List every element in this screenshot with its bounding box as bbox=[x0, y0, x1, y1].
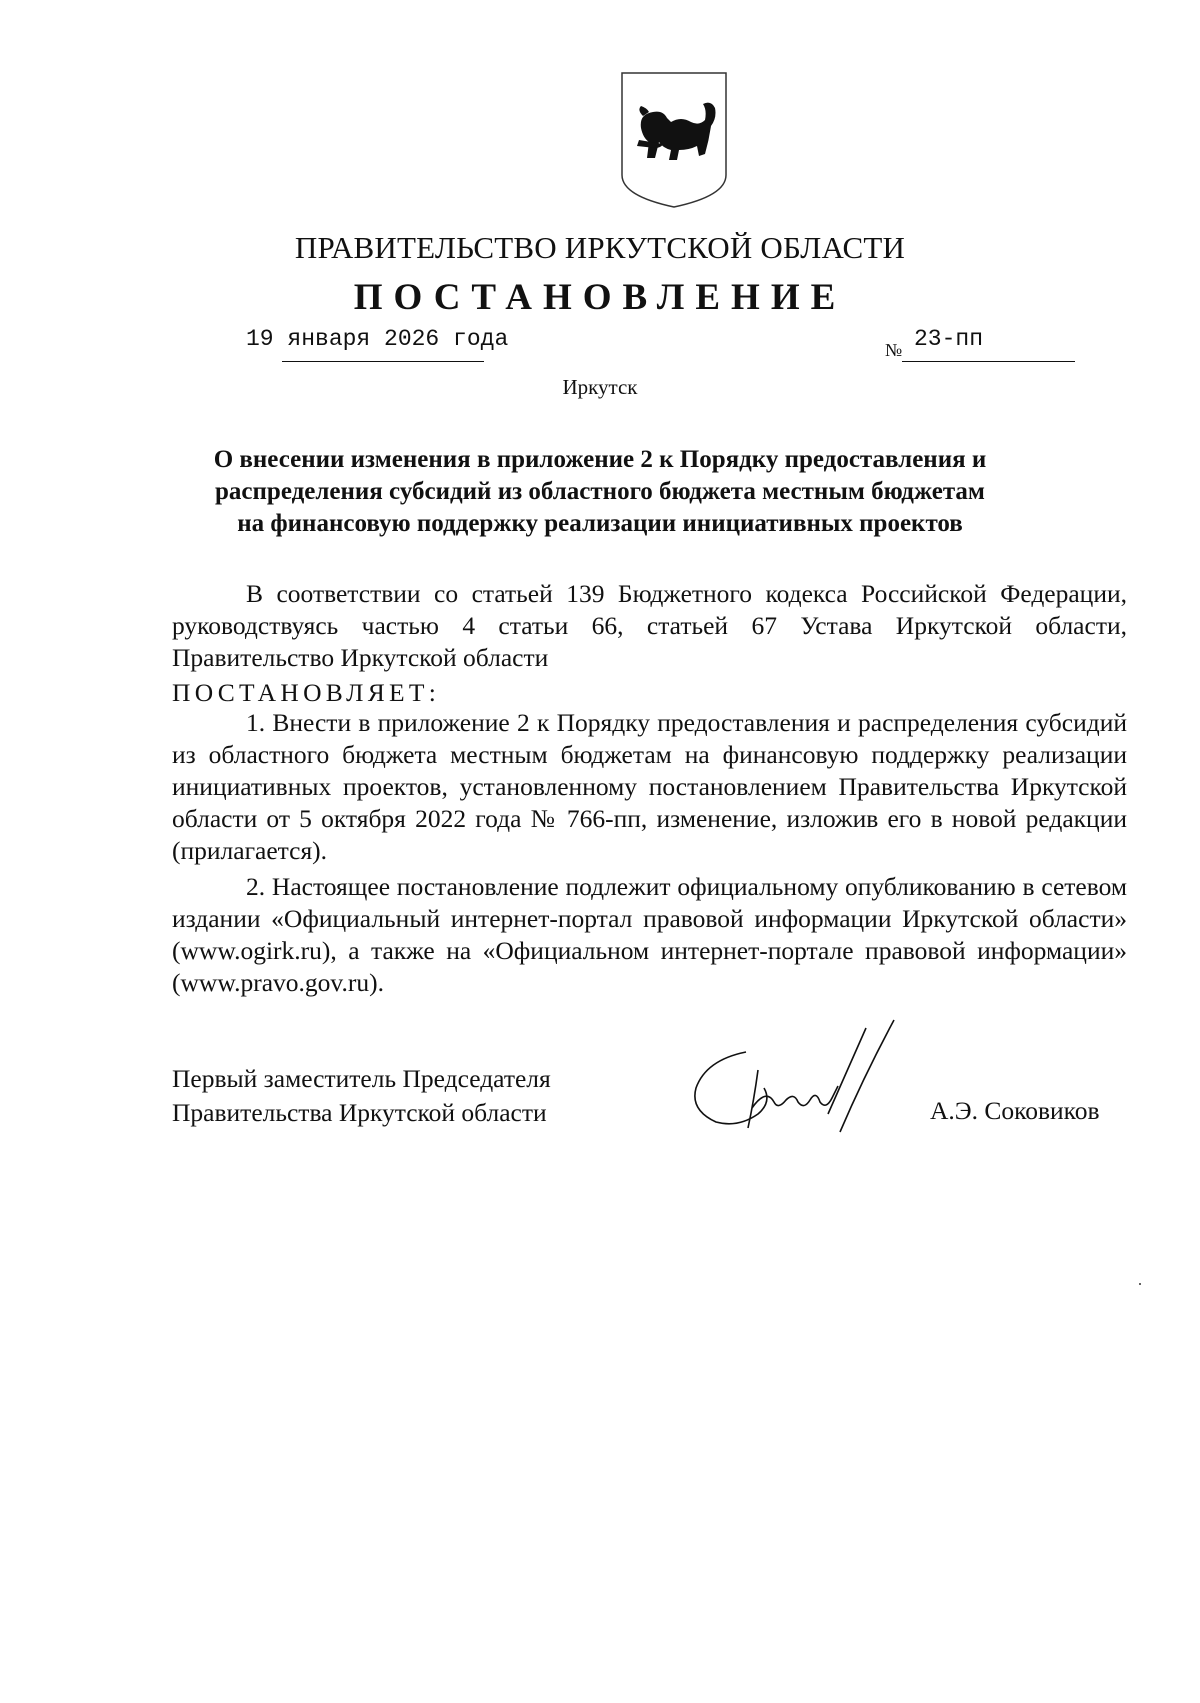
signer-position-line-1: Первый заместитель Председателя bbox=[172, 1064, 551, 1093]
document-number: 23-пп bbox=[914, 326, 984, 352]
resolution-item-2: 2. Настоящее постановление подлежит официальному опубликованию в сетевом издании «Официальный интернет-портал правовой информации Иркутской области» (www.ogirk.ru), а также на «Официальном интернет-портале правовой информации» (www.pravo.gov.ru). bbox=[172, 872, 1127, 997]
date-underline bbox=[282, 361, 484, 362]
document-date: 19 января 2026 года bbox=[246, 326, 509, 352]
resolves-heading: ПОСТАНОВЛЯЕТ: bbox=[172, 678, 441, 707]
signer-name: А.Э. Соковиков bbox=[930, 1096, 1100, 1125]
basis-paragraph: В соответствии со статьей 139 Бюджетного кодекса Российской Федерации, руководствуясь частью 4 статьи 66, статьей 67 Устава Иркутской области, Правительство Иркутской области bbox=[172, 579, 1127, 672]
document-type: ПОСТАНОВЛЕНИЕ bbox=[353, 277, 847, 318]
signer-position bbox=[172, 1062, 551, 1130]
coat-of-arms-icon bbox=[619, 70, 729, 210]
signer-position-line-2: Правительства Иркутской области bbox=[172, 1098, 547, 1127]
handwritten-signature-icon bbox=[676, 1010, 916, 1145]
government-name: ПРАВИТЕЛЬСТВО ИРКУТСКОЙ ОБЛАСТИ bbox=[294, 230, 906, 265]
scan-speck bbox=[1139, 1283, 1141, 1285]
resolution-item-1: 1. Внести в приложение 2 к Порядку предоставления и распределения субсидий из областного бюджета местным бюджетам на финансовую поддержку реализации инициативных проектов, установленному постановлением Правительства Иркутской области от 5 октября 2022 года № 766-пп, изменение, изложив его в новой редакции (прилагается). bbox=[172, 708, 1127, 865]
city: Иркутск bbox=[562, 375, 638, 399]
document-subject: О внесении изменения в приложение 2 к Порядку предоставления и распределения субсидий из областного бюджета местным бюджетам на финансовую поддержку реализации инициативных проектов bbox=[213, 446, 987, 537]
number-underline bbox=[902, 361, 1075, 362]
number-sign: № bbox=[885, 340, 903, 360]
